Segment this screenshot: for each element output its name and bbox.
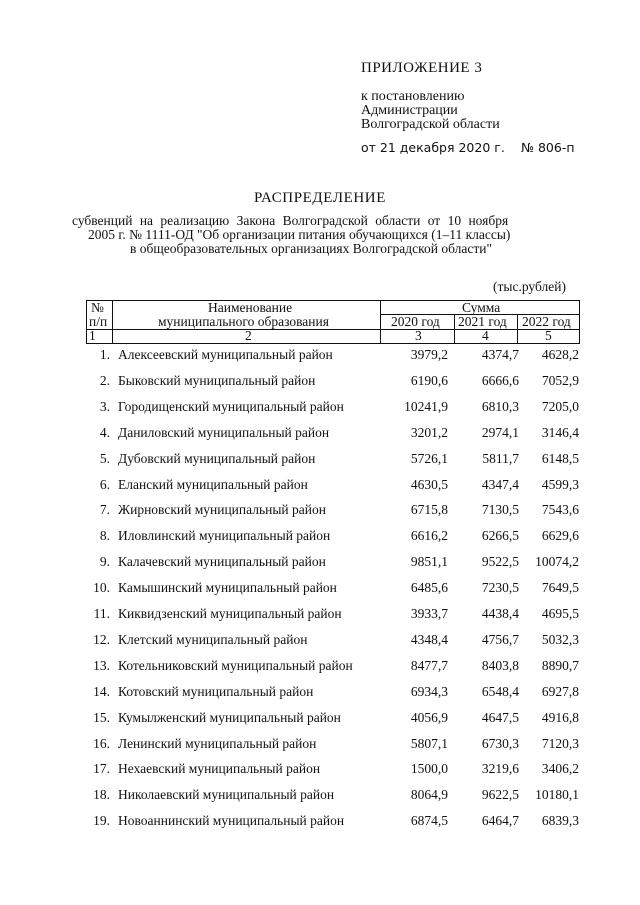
table-row xyxy=(0,528,640,554)
row-value-2022: 4628,2 xyxy=(541,347,579,362)
row-value-2020: 4348,4 xyxy=(410,631,448,647)
table-row xyxy=(0,347,640,373)
row-value-2021: 9622,5 xyxy=(481,787,519,803)
row-value-2021: 8403,8 xyxy=(481,657,519,673)
table-row xyxy=(0,554,640,580)
row-value-2021: 6666,6 xyxy=(481,372,519,388)
row-value-2022: 6839,3 xyxy=(541,813,579,829)
header-name-line-1: Наименование xyxy=(208,300,293,315)
table-row xyxy=(0,580,640,606)
row-value-2020: 6715,8 xyxy=(410,502,448,518)
header-col-divider-4 xyxy=(517,314,518,344)
row-value-2021: 4438,4 xyxy=(481,606,519,621)
header-year-2020: 2020 год xyxy=(391,314,440,329)
row-value-2022: 3406,2 xyxy=(541,761,579,777)
description-line-1: субвенций на реализацию Закона Волгоградской области от 10 ноября xyxy=(72,213,509,228)
row-value-2021: 7230,5 xyxy=(481,580,519,596)
row-value-2021: 5811,7 xyxy=(482,450,519,466)
row-value-2022: 4599,3 xyxy=(541,476,579,492)
row-municipality-name: Жирновский муниципальный район xyxy=(118,502,326,518)
row-value-2020: 6874,5 xyxy=(410,813,448,829)
row-value-2020: 3933,7 xyxy=(410,606,448,621)
row-value-2022: 4695,5 xyxy=(541,606,579,621)
row-number: 2. xyxy=(99,372,110,388)
header-year-2022: 2022 год xyxy=(522,314,571,329)
row-number: 15. xyxy=(93,709,110,725)
header-index-4: 4 xyxy=(482,328,489,343)
row-number: 4. xyxy=(99,424,110,440)
row-municipality-name: Алексеевский муниципальный район xyxy=(118,347,333,362)
header-right-border xyxy=(579,300,580,344)
row-municipality-name: Еланский муниципальный район xyxy=(118,476,308,492)
row-value-2021: 6266,5 xyxy=(481,528,519,544)
row-value-2022: 7120,3 xyxy=(541,735,579,751)
row-municipality-name: Киквидзенский муниципальный район xyxy=(118,606,342,621)
header-index-divider xyxy=(86,329,580,330)
table-row xyxy=(0,373,640,399)
row-number: 9. xyxy=(99,554,110,570)
header-year-2021: 2021 год xyxy=(458,314,507,329)
row-municipality-name: Быковский муниципальный район xyxy=(118,372,316,388)
row-value-2020: 6485,6 xyxy=(410,580,448,596)
row-municipality-name: Котовский муниципальный район xyxy=(118,683,314,699)
row-value-2021: 4347,4 xyxy=(481,476,519,492)
row-number: 8. xyxy=(99,528,110,544)
annex-number: № 806-п xyxy=(521,140,575,155)
row-value-2021: 4647,5 xyxy=(481,709,519,725)
row-value-2022: 3146,4 xyxy=(541,424,579,440)
row-value-2020: 3979,2 xyxy=(410,347,448,362)
row-value-2022: 7649,5 xyxy=(541,580,579,596)
row-municipality-name: Николаевский муниципальный район xyxy=(118,787,335,803)
row-municipality-name: Городищенский муниципальный район xyxy=(118,398,344,414)
row-number: 16. xyxy=(93,735,110,751)
row-value-2021: 6464,7 xyxy=(481,813,519,829)
row-number: 19. xyxy=(93,813,110,829)
row-value-2022: 6629,6 xyxy=(541,528,579,544)
row-municipality-name: Камышинский муниципальный район xyxy=(118,580,337,596)
table-row xyxy=(0,502,640,528)
table-row xyxy=(0,684,640,710)
table-row xyxy=(0,399,640,425)
row-value-2021: 6810,3 xyxy=(481,398,519,414)
annex-line-3: Волгоградской области xyxy=(361,117,500,132)
row-municipality-name: Нехаевский муниципальный район xyxy=(118,761,321,777)
row-number: 12. xyxy=(93,631,110,647)
row-municipality-name: Иловлинский муниципальный район xyxy=(118,528,331,544)
document-title: РАСПРЕДЕЛЕНИЕ xyxy=(253,190,386,206)
row-value-2020: 6934,3 xyxy=(410,683,448,699)
row-number: 17. xyxy=(93,761,110,777)
header-sum: Сумма xyxy=(462,300,501,315)
row-value-2021: 9522,5 xyxy=(481,554,519,570)
row-value-2020: 5807,1 xyxy=(410,735,448,751)
header-num-line-1: № xyxy=(91,300,104,315)
header-index-5: 5 xyxy=(545,328,552,343)
description-line-3: в общеобразовательных организациях Волгоградской области" xyxy=(130,241,493,256)
row-value-2022: 7205,0 xyxy=(541,398,579,414)
annex-line-1: к постановлению xyxy=(361,89,465,104)
header-col-divider-1 xyxy=(112,300,113,344)
row-value-2022: 6148,5 xyxy=(541,450,579,466)
row-municipality-name: Новоаннинский муниципальный район xyxy=(118,813,345,829)
row-number: 5. xyxy=(99,450,110,466)
row-value-2021: 4756,7 xyxy=(481,631,519,647)
row-value-2021: 6730,3 xyxy=(481,735,519,751)
row-value-2020: 9851,1 xyxy=(410,554,448,570)
table-row xyxy=(0,632,640,658)
annex-date: от 21 декабря 2020 г. xyxy=(361,140,505,155)
row-value-2020: 4630,5 xyxy=(410,476,448,492)
row-number: 14. xyxy=(93,683,110,699)
header-left-border xyxy=(86,300,87,344)
row-number: 18. xyxy=(93,787,110,803)
table-row xyxy=(0,477,640,503)
table-row xyxy=(0,761,640,787)
annex-title: ПРИЛОЖЕНИЕ 3 xyxy=(361,60,483,76)
description-line-2: 2005 г. № 1111-ОД "Об организации питания обучающихся (1–11 классы) xyxy=(88,227,511,242)
row-value-2020: 6190,6 xyxy=(410,372,448,388)
row-value-2020: 5726,1 xyxy=(410,450,448,466)
header-top-border xyxy=(86,300,580,301)
table-row xyxy=(0,425,640,451)
row-value-2020: 1500,0 xyxy=(410,761,448,777)
row-municipality-name: Даниловский муниципальный район xyxy=(118,424,330,440)
row-value-2022: 4916,8 xyxy=(541,709,579,725)
row-value-2022: 10074,2 xyxy=(535,554,579,570)
row-value-2020: 3201,2 xyxy=(410,424,448,440)
row-number: 11. xyxy=(93,606,110,621)
table-row xyxy=(0,658,640,684)
row-value-2022: 8890,7 xyxy=(541,657,579,673)
row-value-2020: 6616,2 xyxy=(410,528,448,544)
table-row xyxy=(0,451,640,477)
header-col-divider-3 xyxy=(454,314,455,344)
row-value-2020: 8064,9 xyxy=(410,787,448,803)
row-value-2021: 7130,5 xyxy=(481,502,519,518)
row-number: 6. xyxy=(99,476,110,492)
row-value-2021: 6548,4 xyxy=(481,683,519,699)
row-value-2020: 8477,7 xyxy=(410,657,448,673)
units-label: (тыс.рублей) xyxy=(493,279,566,294)
header-index-2: 2 xyxy=(245,328,252,343)
row-municipality-name: Клетский муниципальный район xyxy=(118,631,308,647)
row-value-2022: 5032,3 xyxy=(541,631,579,647)
table-row xyxy=(0,787,640,813)
row-municipality-name: Калачевский муниципальный район xyxy=(118,554,326,570)
row-municipality-name: Ленинский муниципальный район xyxy=(118,735,317,751)
row-municipality-name: Дубовский муниципальный район xyxy=(118,450,316,466)
table-row xyxy=(0,606,640,632)
row-number: 1. xyxy=(99,347,110,362)
header-index-3: 3 xyxy=(415,328,422,343)
row-value-2022: 7052,9 xyxy=(541,372,579,388)
row-number: 3. xyxy=(99,398,110,414)
row-value-2020: 4056,9 xyxy=(410,709,448,725)
table-row xyxy=(0,710,640,736)
row-number: 10. xyxy=(93,580,110,596)
row-municipality-name: Кумылженский муниципальный район xyxy=(118,709,341,725)
row-municipality-name: Котельниковский муниципальный район xyxy=(118,657,353,673)
row-value-2021: 4374,7 xyxy=(481,347,519,362)
row-value-2022: 7543,6 xyxy=(541,502,579,518)
table-row xyxy=(0,813,640,839)
header-col-divider-2 xyxy=(380,300,381,344)
row-number: 7. xyxy=(99,502,110,518)
header-index-1: 1 xyxy=(89,328,96,343)
row-value-2020: 10241,9 xyxy=(404,398,448,414)
annex-line-2: Администрации xyxy=(361,103,458,118)
header-bottom-border xyxy=(86,343,580,344)
row-value-2022: 6927,8 xyxy=(541,683,579,699)
header-num-line-2: п/п xyxy=(89,314,108,329)
row-value-2022: 10180,1 xyxy=(535,787,579,803)
row-value-2021: 3219,6 xyxy=(481,761,519,777)
table-row xyxy=(0,736,640,762)
row-number: 13. xyxy=(93,657,110,673)
row-value-2021: 2974,1 xyxy=(481,424,519,440)
header-name-line-2: муниципального образования xyxy=(158,314,329,329)
